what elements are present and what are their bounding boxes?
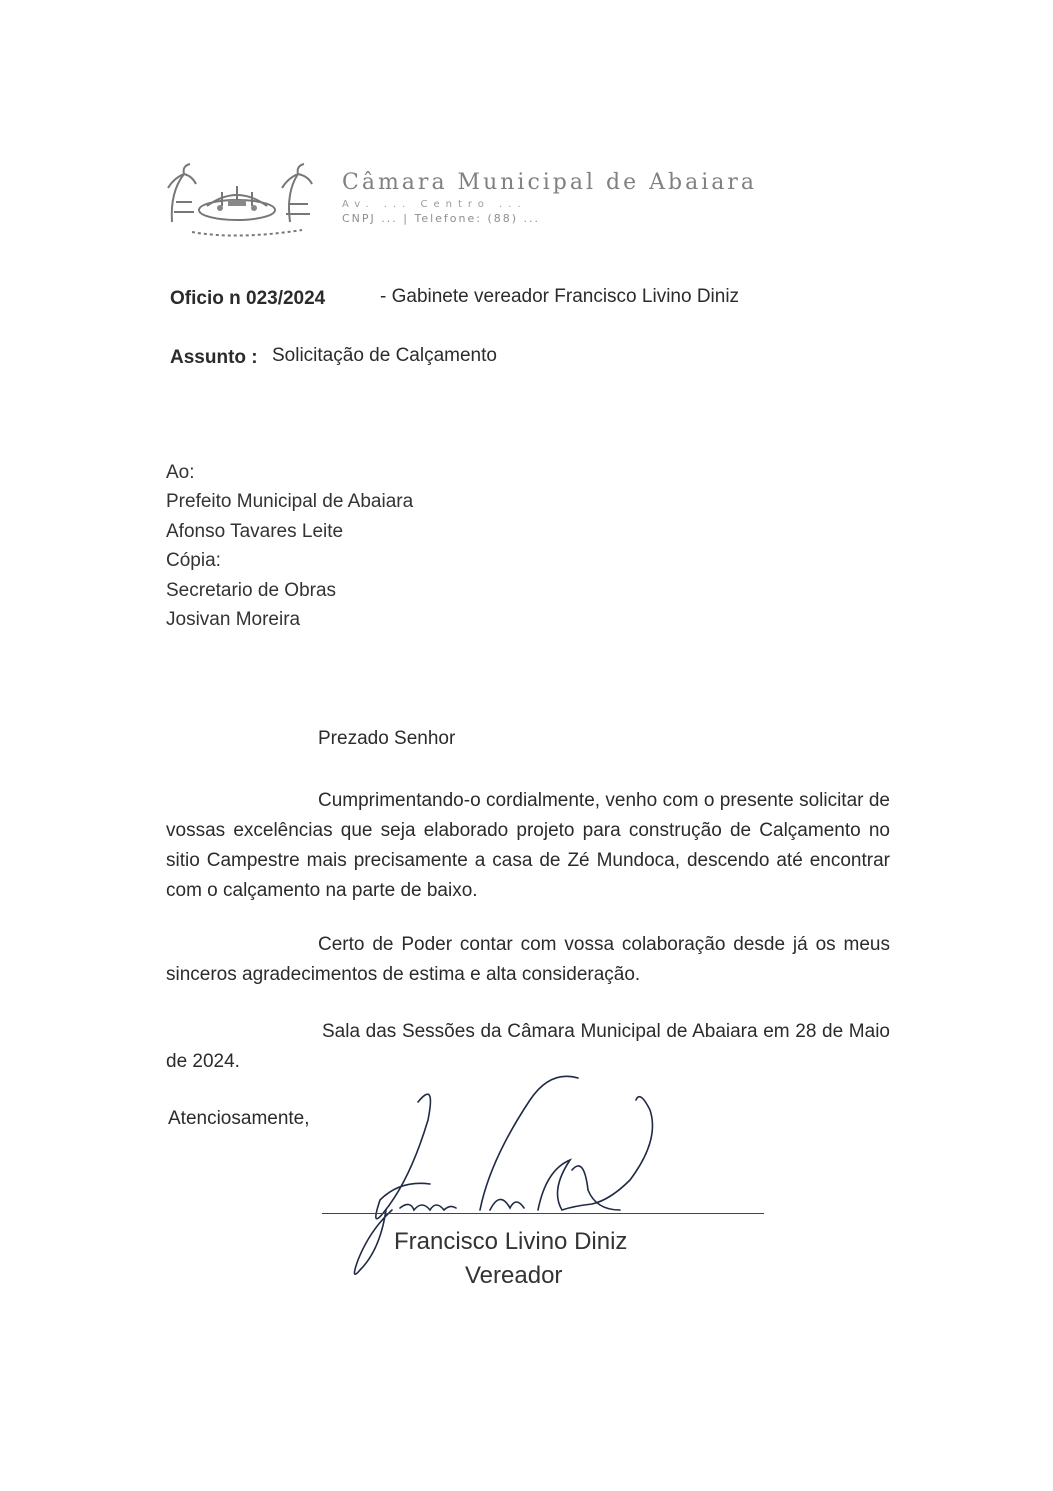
letterhead — [162, 162, 882, 242]
body-paragraph: Cumprimentando-o cordialmente, venho com o presente solicitar de vossas excelências que seja elaborado projeto para construção de Calçamento no sitio Campestre mais precisamente a casa de Zé Mundoca, descendo até encontrar com o calçamento na parte de baixo. — [166, 790, 890, 901]
oficio-gabinete: - Gabinete vereador Francisco Livino Diniz — [380, 286, 740, 307]
body-paragraph: Sala das Sessões da Câmara Municipal de Abaiara em 28 de Maio de 2024. — [166, 1021, 890, 1072]
signer-role: Vereador — [465, 1262, 563, 1289]
institution-address: Av. ... Centro ... — [342, 199, 527, 210]
addressee-line: Afonso Tavares Leite — [166, 521, 344, 542]
signature-line — [322, 1213, 764, 1214]
salutation: Prezado Senhor — [318, 728, 456, 749]
addressee-line: Cópia: — [166, 550, 221, 571]
body-paragraph: Certo de Poder contar com vossa colaboração desde já os meus sinceros agradecimentos de estima e alta consideração. — [166, 934, 890, 985]
addressee-line: Prefeito Municipal de Abaiara — [166, 491, 414, 512]
addressee-line: Ao: — [166, 462, 195, 483]
assunto-label: Assunto : — [170, 347, 258, 368]
addressee-line: Secretario de Obras — [166, 580, 337, 601]
addressee-line: Josivan Moreira — [166, 609, 301, 630]
signer-name: Francisco Livino Diniz — [394, 1228, 628, 1255]
oficio-number: Oficio n 023/2024 — [170, 288, 326, 309]
municipal-crest-logo — [162, 162, 332, 240]
institution-contact: CNPJ ... | Telefone: (88) ... — [342, 212, 541, 225]
institution-name: Câmara Municipal de Abaiara — [342, 170, 758, 195]
letterhead-text — [342, 170, 882, 225]
assunto-value: Solicitação de Calçamento — [272, 345, 497, 366]
closing: Atenciosamente, — [168, 1108, 310, 1129]
